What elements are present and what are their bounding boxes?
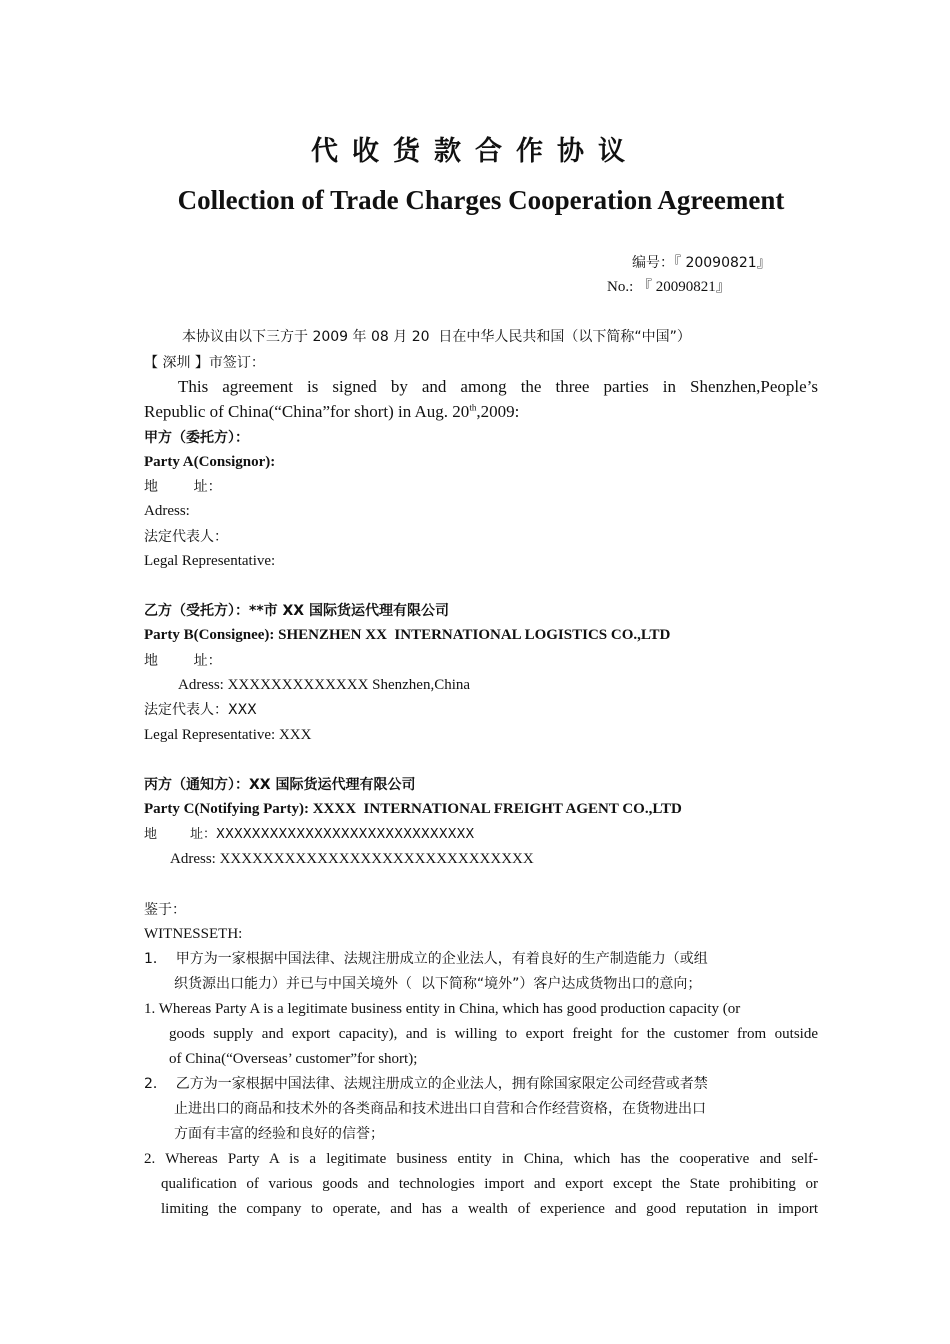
party-b-rep-cn: 法定代表人：XXX <box>144 702 257 718</box>
party-b-label-en: Party B(Consignee): SHENZHEN XX INTERNATIONAL LOGISTICS CO.,LTD <box>144 627 671 643</box>
party-b-address-en: Adress: XXXXXXXXXXXXX Shenzhen,China <box>178 677 471 693</box>
intro-en-text: Republic of China(“China”for short) in Aug. 20 <box>144 402 470 421</box>
clause-2-en-line-1: 2. Whereas Party A is a legitimate business entity in China, which has the cooperative and self- <box>144 1151 818 1167</box>
clause-2-cn-line-2: 止进出口的商品和技术外的各类商品和技术进出口自营和合作经营资格，在货物进出口 <box>174 1101 706 1117</box>
clause-1-cn-line-1: 1． 甲方为一家根据中国法律、法规注册成立的企业法人，有着良好的生产制造能力（或组 <box>144 951 708 967</box>
intro-cn-line-2: 【 深圳 】市签订： <box>144 355 265 371</box>
intro-en-line-1: This agreement is signed by and among the three parties in Shenzhen,People’s <box>178 377 818 396</box>
clause-2-en-line-2: qualification of various goods and technologies import and export except the State prohibiting or <box>161 1176 818 1192</box>
party-a-label-cn: 甲方（委托方）： <box>144 430 249 446</box>
clause-2-cn-line-3: 方面有丰富的经验和良好的信誉； <box>174 1126 384 1142</box>
clause-1-cn-line-2: 织货源出口能力）并已与中国关境外（ 以下简称“境外”）客户达成货物出口的意向； <box>174 976 702 992</box>
witness-en: WITNESSETH: <box>144 926 243 942</box>
ordinal-suffix: th <box>469 402 477 413</box>
party-b-rep-en: Legal Representative: XXX <box>144 727 312 743</box>
witness-cn: 鉴于： <box>144 902 186 918</box>
title-chinese: 代收货款合作协议 <box>311 136 639 167</box>
intro-cn-line-1: 本协议由以下三方于 2009 年 08 月 20 日在中华人民共和国（以下简称“中国”） <box>182 329 691 345</box>
title-english: Collection of Trade Charges Cooperation Agreement <box>177 185 785 215</box>
party-c-label-en: Party C(Notifying Party): XXXX INTERNATIONAL FREIGHT AGENT CO.,LTD <box>144 801 682 817</box>
party-b-label-cn: 乙方（受托方）：**市 XX 国际货运代理有限公司 <box>144 603 449 619</box>
party-c-address-cn: 地 址：XXXXXXXXXXXXXXXXXXXXXXXXXXXXX <box>144 827 475 842</box>
party-b-address-cn: 地 址： <box>144 653 222 669</box>
intro-en-line-2 <box>144 401 519 423</box>
agreement-number-cn: 编号：『 20090821』 <box>632 255 771 271</box>
party-a-address-en: Adress: <box>144 503 190 519</box>
clause-2-en-line-3: limiting the company to operate, and has a wealth of experience and good reputation in import <box>161 1201 818 1217</box>
clause-1-en-line-1: 1. Whereas Party A is a legitimate business entity in China, which has good production capacity (or <box>144 1001 741 1017</box>
party-a-rep-cn: 法定代表人： <box>144 529 228 545</box>
clause-1-en-line-3: of China(“Overseas’ customer”for short); <box>169 1051 418 1067</box>
agreement-number-en: No.: 『 20090821』 <box>607 279 731 295</box>
party-a-rep-en: Legal Representative: <box>144 553 276 569</box>
clause-2-cn-line-1: 2． 乙方为一家根据中国法律、法规注册成立的企业法人，拥有除国家限定公司经营或者禁 <box>144 1076 708 1092</box>
party-c-label-cn: 丙方（通知方）：XX 国际货运代理有限公司 <box>144 777 416 793</box>
party-a-address-cn: 地 址： <box>144 479 222 495</box>
party-a-label-en: Party A(Consignor): <box>144 454 276 470</box>
party-c-address-en: Adress: XXXXXXXXXXXXXXXXXXXXXXXXXXXXX <box>170 851 534 867</box>
clause-1-en-line-2: goods supply and export capacity), and is willing to export freight for the customer from outside <box>169 1026 818 1042</box>
intro-en-year: ,2009: <box>476 402 520 421</box>
